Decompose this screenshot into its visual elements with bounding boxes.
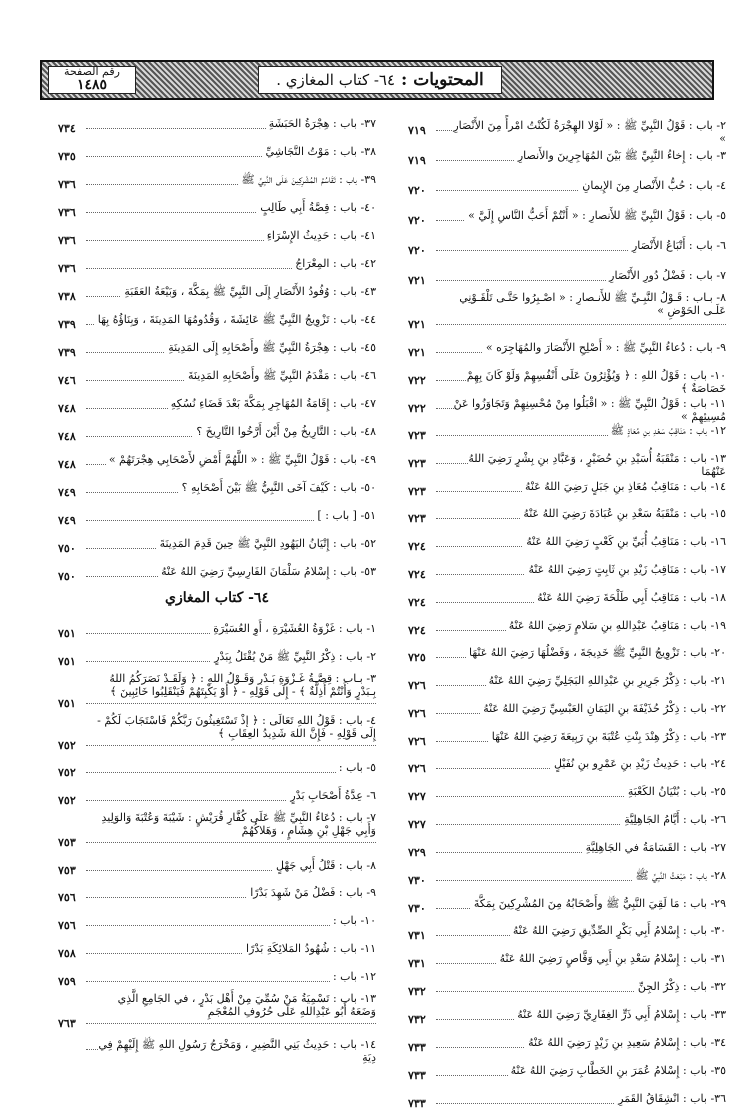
toc-entry[interactable] (58, 904, 376, 932)
toc-entry-page: ٧٣٥ (58, 150, 76, 163)
toc-entry-page: ٧٢٠ (408, 214, 426, 227)
toc-entry[interactable] (58, 163, 376, 191)
section-heading: ٦٤- كتاب المغازي (165, 590, 269, 606)
toc-entry-title: ٤- باب : قَوْلُ اللهِ تَعَالَى : ﴿ إِذْ تَسْتَغِيثُونَ رَبَّكُمْ فَاسْتَجَابَ لَكُمْ - إِلَى قَوْلِهِ - فَإِنَّ اللهَ شَدِيدُ العِقَابِ ﴾ (97, 714, 376, 740)
toc-entry-title: ١٠- باب : قَوْلُ اللهِ : ﴿ وَيُؤْثِرُونَ عَلَى أَنْفُسِهِمْ وَلَوْ كَانَ بِهِمْ خَصَاصَةٌ ﴾ (466, 369, 726, 395)
toc-entry[interactable] (58, 443, 376, 471)
toc-entry-title: ٤٧- باب : إِقَامَةُ المُهَاجِرِ بِمَكَّةَ بَعْدَ قَضَاءِ نُسُكِهِ (168, 397, 376, 410)
toc-entry[interactable] (58, 613, 376, 640)
toc-entry-page: ٧٣٣ (408, 1041, 426, 1054)
toc-entry[interactable] (408, 359, 726, 395)
toc-entry[interactable] (408, 692, 726, 720)
toc-entry-title: ٨- بـاب : قَـوْلُ النَّبِـيِّ ﷺ للأَنـصارِ : « اصْـبِرُوا حَتَّـى تَلْقَـوْنِي عَلَـى الحَوْضِ » (459, 291, 726, 317)
toc-entry[interactable] (58, 275, 376, 303)
toc-entry[interactable] (58, 191, 376, 219)
toc-entry-page: ٧٣٩ (58, 318, 76, 331)
toc-entry-page: ٧١٩ (408, 154, 426, 167)
toc-entry-page: ٧٥١ (58, 697, 76, 710)
toc-entry-page: ٧٣٦ (58, 234, 76, 247)
toc-entry[interactable] (408, 637, 726, 664)
toc-entry[interactable] (408, 664, 726, 692)
toc-entry-title: ٢٥- باب : بُنْيَانُ الكَعْبَةِ (625, 785, 726, 798)
toc-entry-page: ٧٥٠ (58, 570, 76, 583)
dot-leader (86, 703, 376, 704)
toc-entry[interactable] (58, 415, 376, 443)
toc-entry-page: ٧٤٩ (58, 486, 76, 499)
toc-entry[interactable] (58, 527, 376, 555)
toc-entry-title: ٢٣- باب : ذِكْرُ هِنْدَ بِنْتِ عُتْبَةَ بنِ رَبِيعَةَ رَضِيَ اللهُ عَنْهَا (489, 730, 726, 743)
toc-entry-page: ٧٢٥ (408, 651, 426, 664)
toc-entry-title: ٢١- باب : ذِكْرُ جَرِيرِ بنِ عَبْدِاللهِ البَجَلِيِّ رَضِيَ اللهُ عَنْهُ (486, 674, 726, 687)
toc-entry-title: ٢- باب : قَوْلُ النَّبِيِّ ﷺ : « لَوْلا الهِجْرَةُ لَكُنْتُ امْرأً مِنَ الأَنْصَارِ » (453, 119, 726, 145)
toc-entry-title: ٥٢- باب : إِتْيَانُ اليَهُودِ النَّبِيَّ ﷺ حِينَ قَدِمَ المَدِينَةَ (157, 537, 376, 550)
toc-entry-title: ٣٩- باب : تَقَاسُمُ المُشْرِكِينَ عَلَى النَّبِيِّ ﷺ (238, 173, 376, 186)
toc-entry-page: ٧٢٠ (408, 244, 426, 257)
toc-entry-page: ٧٢١ (408, 318, 426, 331)
page-number-box (48, 66, 136, 94)
contents-title: المحتويات : (401, 70, 484, 90)
toc-entry[interactable] (58, 849, 376, 877)
toc-entry-page: ٧٢٣ (408, 485, 426, 498)
toc-entry-page: ٧٥٨ (58, 947, 76, 960)
toc-entry-page: ٧٢٠ (408, 184, 426, 197)
toc-entry-page: ٧٢٧ (408, 818, 426, 831)
toc-entry-title: ١٥- باب : مَنْقَبَةُ سَعْدِ بنِ عُبَادَةَ رَضِيَ اللهُ عَنْهُ (520, 507, 726, 520)
toc-entry-title: ١٣- باب : تَسْمِيَةُ مَنْ سُمِّيَ مِنْ أَهْلِ بَدْرٍ ، في الجَامِعِ الَّذِي وَضَعَهُ أَبُو عَبْدِاللهِ عَلَى حُرُوفِ المُعْجَمِ (117, 992, 376, 1018)
toc-entry-page: ٧٤٨ (58, 402, 76, 415)
page-number: ١٤٨٥ (76, 77, 108, 94)
toc-entry-page: ٧٤٩ (58, 514, 76, 527)
toc-entry-page: ٧٢٢ (408, 374, 426, 387)
toc-entry-title: ٨- باب : قَتْلُ أَبِي جَهْلٍ (273, 859, 376, 872)
toc-entry[interactable] (58, 988, 376, 1030)
toc-entry-page: ٧٤٨ (58, 430, 76, 443)
toc-entry-page: ٧٣٦ (58, 262, 76, 275)
toc-entry-page: ٧٥٩ (58, 975, 76, 988)
toc-entry-title: ١٠- باب : (330, 914, 376, 927)
toc-entry-page: ٧٥٢ (58, 766, 76, 779)
toc-entry-page: ٧٢١ (408, 346, 426, 359)
toc-entry-title: ١٢- باب : مَنَاقِبُ سَعْدِ بنِ مُعَاذٍ ﷺ (608, 424, 726, 437)
toc-entry[interactable] (408, 525, 726, 553)
toc-entry[interactable] (58, 640, 376, 668)
toc-entry-title: ٦- باب : أَتْبَاعُ الأَنْصَارِ (629, 239, 726, 252)
toc-entry-page: ٧٣١ (408, 957, 426, 970)
page-number-label: رقم الصفحة (64, 65, 120, 79)
dot-leader (86, 745, 376, 746)
toc-entry[interactable] (408, 915, 726, 942)
toc-entry[interactable] (408, 498, 726, 525)
toc-entry-title: ١١- باب : شُهُودُ المَلائِكَةِ بَدْرًا (243, 942, 376, 955)
toc-entry[interactable] (408, 442, 726, 478)
toc-entry-page: ٧٥٠ (58, 542, 76, 555)
right-toc-column (408, 107, 726, 1110)
toc-entry-title: ٢٢- باب : ذِكْرُ حُذَيْفَةَ بنِ اليَمَانِ العَبْسِيِّ رَضِيَ اللهُ عَنْهُ (480, 702, 726, 715)
toc-entry-title: ٤٤- باب : تَزْوِيجُ النَّبِيِّ ﷺ عَائِشَةَ ، وَقُدُومُهَا المَدِينَةَ ، وَبِنَاؤُهُ بِهَا (95, 313, 376, 326)
toc-entry-page: ٧٣٤ (58, 122, 76, 135)
book-title: ٦٤- كتاب المغازي . (276, 71, 396, 89)
toc-entry-page: ٧٢٤ (408, 624, 426, 637)
toc-entry-title: ١٦- باب : مَنَاقِبُ أُبَيِّ بنِ كَعْبٍ رَضِيَ اللهُ عَنْهُ (523, 535, 726, 548)
toc-entry-title: ٥٣- باب : إِسْلامُ سَلْمَانَ الفَارِسِيِّ رَضِيَ اللهُ عَنْهُ (158, 565, 376, 578)
toc-entry[interactable] (58, 668, 376, 710)
toc-entry-page: ٧٥١ (58, 627, 76, 640)
dot-leader (86, 842, 376, 843)
toc-entry-page: ٧٥٣ (58, 836, 76, 849)
toc-entry-title: ١٤- باب : مَنَاقِبُ مُعَاذِ بنِ جَبَلٍ رَضِيَ اللهُ عَنْهُ (522, 480, 726, 493)
toc-entry-title: ٥- باب : (336, 761, 376, 774)
toc-entry-title: ٤٣- باب : وُفُودُ الأَنْصَارِ إِلَى النَّبِيِّ ﷺ بِمَكَّةَ ، وَبَيْعَةُ العَقَبَةِ (121, 285, 376, 298)
toc-entry[interactable] (408, 720, 726, 748)
toc-entry-page: ٧٢١ (408, 274, 426, 287)
dot-leader (86, 772, 376, 773)
toc-entry[interactable] (58, 555, 376, 583)
toc-entry[interactable] (58, 499, 376, 527)
toc-entry-title: ٢٤- باب : حَدِيثُ زَيْدِ بنِ عَمْرِو بنِ نُفَيْلٍ (551, 757, 726, 770)
toc-entry[interactable] (58, 960, 376, 988)
toc-entry[interactable] (408, 227, 726, 257)
toc-entry-title: ٤٩- باب : قَوْلُ النَّبِيِّ ﷺ : « اللَّهُمَّ أَمْضِ لأَصْحَابِي هِجْرَتَهُمْ » (106, 453, 376, 466)
toc-entry[interactable] (408, 331, 726, 359)
toc-entry-page: ٧٢٣ (408, 512, 426, 525)
toc-entry[interactable] (58, 710, 376, 752)
toc-entry[interactable] (408, 287, 726, 331)
toc-entry[interactable] (408, 831, 726, 859)
toc-entry[interactable] (408, 609, 726, 637)
toc-entry-title: ٤٨- باب : التَّارِيخُ مِنْ أَيْنَ أَرَّخُوا التَّارِيخَ ؟ (193, 425, 376, 438)
toc-entry[interactable] (58, 1030, 376, 1064)
page-title-box (258, 66, 502, 94)
toc-entry[interactable] (408, 859, 726, 887)
toc-entry-title: ١- باب : غَزْوَةُ العُشَيْرَةِ ، أَوِ العُسَيْرَةِ (210, 622, 376, 635)
toc-entry-page: ٧٢٤ (408, 568, 426, 581)
toc-entry-title: ٩- باب : فَضْلُ مَنْ شَهِدَ بَدْرًا (247, 886, 376, 899)
toc-entry-page: ٧٢٤ (408, 540, 426, 553)
toc-entry-title: ٤٥- باب : هِجْرَةُ النَّبِيِّ ﷺ وأَصْحَابِهِ إِلَى المَدِينَةِ (165, 341, 376, 354)
toc-entry-page: ٧٣٣ (408, 1097, 426, 1110)
toc-entry-page: ٧٣٦ (58, 206, 76, 219)
toc-entry[interactable] (58, 752, 376, 779)
toc-entry-page: ٧٢٣ (408, 457, 426, 470)
toc-entry-title: ٥- باب : قَوْلُ النَّبِيِّ ﷺ للأَنصارِ : « أَنْتُمْ أَحَبُّ النَّاسِ إِلَيَّ » (465, 209, 726, 222)
toc-entry[interactable] (58, 135, 376, 163)
toc-entry[interactable] (408, 887, 726, 915)
toc-entry-page: ٧٢٧ (408, 790, 426, 803)
toc-entry-title: ٣٢- باب : ذِكْرُ الجِنِّ (635, 980, 726, 993)
toc-entry-title: ١٤- باب : حَدِيثُ بَنِي النَّضِيرِ ، وَمَخْرَجُ رَسُولِ اللهِ ﷺ إِلَيْهِمْ فِي دِيَةِ (98, 1038, 376, 1064)
toc-entry[interactable] (408, 581, 726, 609)
toc-entry[interactable] (58, 359, 376, 387)
toc-entry-page: ٧٥١ (58, 655, 76, 668)
toc-entry-page: ٧٣٣ (408, 1069, 426, 1082)
toc-entry-page: ٧٦٣ (58, 1017, 76, 1030)
toc-entry-page: ٧٣٦ (58, 178, 76, 191)
toc-entry-page: ٧٤٨ (58, 458, 76, 471)
toc-entry-page: ٧٢٦ (408, 707, 426, 720)
toc-entry-page: ٧٣٢ (408, 985, 426, 998)
toc-entry-page: ٧٥٦ (58, 919, 76, 932)
toc-entry-title: ٣٧- باب : هِجْرَةُ الحَبَشَةِ (266, 117, 376, 130)
toc-entry-page: ٧٢٦ (408, 735, 426, 748)
toc-entry[interactable] (408, 553, 726, 581)
toc-entry[interactable] (408, 803, 726, 831)
dot-leader (436, 324, 726, 325)
toc-entry[interactable] (58, 877, 376, 904)
toc-entry-title: ٤٢- باب : المِعْرَاجُ (292, 257, 376, 270)
toc-entry[interactable] (408, 257, 726, 287)
toc-entry[interactable] (408, 775, 726, 803)
toc-entry-title: ٦- عِدَّةُ أَصْحَابِ بَدْرٍ (287, 789, 376, 802)
toc-entry-title: ٢٠- باب : تَزْوِيجُ النَّبِيِّ ﷺ خَدِيجَةَ ، وَفَضْلُهَا رَضِيَ اللهُ عَنْهَا (466, 646, 726, 659)
toc-entry[interactable] (408, 107, 726, 145)
toc-entry[interactable] (58, 932, 376, 960)
toc-entry-title: ٩- باب : دُعاءُ النَّبِيِّ ﷺ : « أَصْلِحِ الأَنْصَارَ والمُهَاجِرَه » (483, 341, 726, 354)
toc-entry-title: ٧- باب : دُعَاءُ النَّبِيِّ ﷺ عَلَى كُفَّارِ قُرَيْشٍ : شَيْبَةَ وَعُتْبَةَ وَالوَلِيدِ وَأَبِي جَهْلِ بْنِ هِشَامٍ ، وَهَلاكُهُمْ (101, 811, 376, 837)
toc-entry-title: ٣- باب : إِخاءُ النَّبِيِّ ﷺ بَيْنَ المُهَاجِرِينَ والأَنصارِ (515, 149, 726, 162)
toc-entry-title: ١١- باب : قَوْلُ النَّبِيِّ ﷺ : « اقْبَلُوا مِنْ مُحْسِنِهِمْ وَتَجَاوَزُوا عَنْ مُسِيئِهِمْ » (453, 397, 726, 423)
toc-entry-page: ٧٥٣ (58, 864, 76, 877)
toc-entry[interactable] (408, 998, 726, 1026)
toc-entry-title: ٢٧- باب : القَسَامَةُ في الجَاهِلِيَّةِ (583, 841, 726, 854)
toc-entry-title: ١٢- باب : (330, 970, 376, 983)
toc-entry[interactable] (58, 807, 376, 849)
toc-entry[interactable] (408, 970, 726, 998)
toc-entry-page: ٧٤٦ (58, 374, 76, 387)
toc-entry[interactable] (58, 471, 376, 499)
toc-entry[interactable] (408, 197, 726, 227)
dot-leader (86, 1023, 376, 1024)
toc-entry[interactable] (58, 779, 376, 807)
toc-entry-title: ٣٦- باب : انْشِقَاقُ القَمَرِ (615, 1092, 726, 1105)
toc-entry[interactable] (408, 1082, 726, 1110)
contents-header (40, 60, 714, 100)
toc-entry-title: ٢٦- باب : أَيَّامُ الجَاهِلِيَّةِ (621, 813, 726, 826)
toc-entry-page: ٧٣٠ (408, 874, 426, 887)
toc-entry-page: ٧٣٠ (408, 902, 426, 915)
toc-entry[interactable] (58, 247, 376, 275)
toc-entry-title: ٢- باب : ذِكْرُ النَّبِيِّ ﷺ مَنْ يُقْتَلُ بِبَدْرٍ (211, 650, 376, 663)
toc-entry-title: ٤١- باب : حَدِيثُ الإِسْرَاءِ (264, 229, 376, 242)
toc-entry-title: ٧- باب : فَضْلُ دُورِ الأَنْصَارِ (606, 269, 726, 282)
toc-entry-page: ٧٥٢ (58, 794, 76, 807)
toc-entry-page: ٧٢٤ (408, 596, 426, 609)
toc-entry-page: ٧٣٨ (58, 290, 76, 303)
toc-entry[interactable] (408, 942, 726, 970)
toc-entry[interactable] (408, 1026, 726, 1054)
toc-entry-title: ٢٨- باب : مَبْعَثُ النَّبِيِّ ﷺ (632, 869, 726, 882)
toc-entry-page: ٧٥٦ (58, 891, 76, 904)
toc-entry-page: ٧٣٩ (58, 346, 76, 359)
toc-entry[interactable] (58, 107, 376, 135)
toc-entry-title: ٣٨- باب : مَوْتُ النَّجَاشِيِّ (262, 145, 376, 158)
toc-entry[interactable] (408, 470, 726, 498)
toc-entry-page: ٧٢٩ (408, 846, 426, 859)
toc-entry-title: ٣- بـاب : قِصَّـةُ غَـزْوَةِ بَـدْرٍ وَقَـوْلُ اللهِ : ﴿ وَلَقَـدْ نَصَرَكُمُ اللهُ بِـبَدْرٍ وَأَنْتُمْ أَذِلَّةٌ ﴾ - إِلَى قَوْلِهِ - ﴿ أَوْ يَكْبِتَهُمْ فَيَنْقَلِبُوا خَائِبِينَ ﴾ (107, 672, 376, 698)
toc-entry-title: ٢٩- باب : مَا لَقِيَ النَّبِيُّ ﷺ وأَصْحَابُهُ مِنَ المُشْرِكِينَ بِمَكَّةَ (471, 897, 726, 910)
toc-entry-page: ٧٣١ (408, 929, 426, 942)
toc-entry-title: ٤٦- باب : مَقْدَمُ النَّبِيِّ ﷺ وأَصْحَابِهِ المَدِينَةَ (185, 369, 376, 382)
toc-entry-title: ٣٠- باب : إِسْلامُ أَبِي بَكْرٍ الصِّدِّيقِ رَضِيَ اللهُ عَنْهُ (510, 924, 726, 937)
toc-entry-page: ٧٥٢ (58, 739, 76, 752)
toc-entry-page: ٧٣٢ (408, 1013, 426, 1026)
toc-entry-title: ٣٥- باب : إِسْلامُ عُمَرَ بنِ الخَطَّابِ رَضِيَ اللهُ عَنْهُ (508, 1064, 726, 1077)
toc-entry[interactable] (408, 1054, 726, 1082)
toc-entry-title: ١٣- باب : مَنْقَبَةُ أُسَيْدِ بنِ حُضَيْرٍ ، وَعَبَّادِ بنِ بِشْرٍ رَضِيَ اللهُ عَنْهُمَا (468, 452, 726, 478)
toc-entry[interactable] (58, 219, 376, 247)
left-toc-column (58, 107, 376, 1087)
toc-entry[interactable] (58, 331, 376, 359)
toc-entry[interactable] (408, 137, 726, 167)
toc-entry-title: ٤٠- باب : قِصَّةُ أَبِي طَالِبٍ (257, 201, 376, 214)
toc-entry-title: ٣١- باب : إِسْلامُ سَعْدِ بنِ أَبِي وَقَّاصٍ رَضِيَ اللهُ عَنْهُ (497, 952, 726, 965)
toc-entry[interactable] (58, 303, 376, 331)
toc-entry-title: ١٨- باب : مَنَاقِبُ أَبِي طَلْحَةَ رَضِيَ اللهُ عَنْهُ (534, 591, 726, 604)
toc-entry[interactable] (408, 167, 726, 197)
toc-entry-title: ٥١- [ باب : ] (314, 509, 376, 522)
toc-entry-title: ١٩- باب : مَنَاقِبُ عَبْدِاللهِ بنِ سَلامٍ رَضِيَ اللهُ عَنْهُ (506, 619, 726, 632)
toc-entry-page: ٧٢٣ (408, 429, 426, 442)
toc-entry-title: ٥٠- باب : كَيْفَ آخَى النَّبِيُّ ﷺ بَيْنَ أَصْحَابِهِ ؟ (179, 481, 376, 494)
toc-entry-title: ٤- باب : حُبُّ الأَنْصارِ مِنَ الإِيمانِ (579, 179, 726, 192)
toc-entry-title: ٣٣- باب : إِسْلامُ أَبِي ذَرٍّ الغِفَارِيِّ رَضِيَ اللهُ عَنْهُ (514, 1008, 726, 1021)
toc-entry-title: ١٧- باب : مَنَاقِبُ زَيْدِ بنِ ثَابِتٍ رَضِيَ اللهُ عَنْهُ (525, 563, 726, 576)
toc-entry-page: ٧١٩ (408, 124, 426, 137)
toc-entry-page: ٧٢٢ (408, 402, 426, 415)
toc-entry-page: ٧٢٦ (408, 679, 426, 692)
toc-entry[interactable] (408, 748, 726, 775)
toc-entry-title: ٣٤- باب : إِسْلامُ سَعِيدِ بنِ زَيْدٍ رَضِيَ اللهُ عَنْهُ (525, 1036, 726, 1049)
toc-entry[interactable] (58, 387, 376, 415)
toc-entry-page: ٧٢٦ (408, 762, 426, 775)
